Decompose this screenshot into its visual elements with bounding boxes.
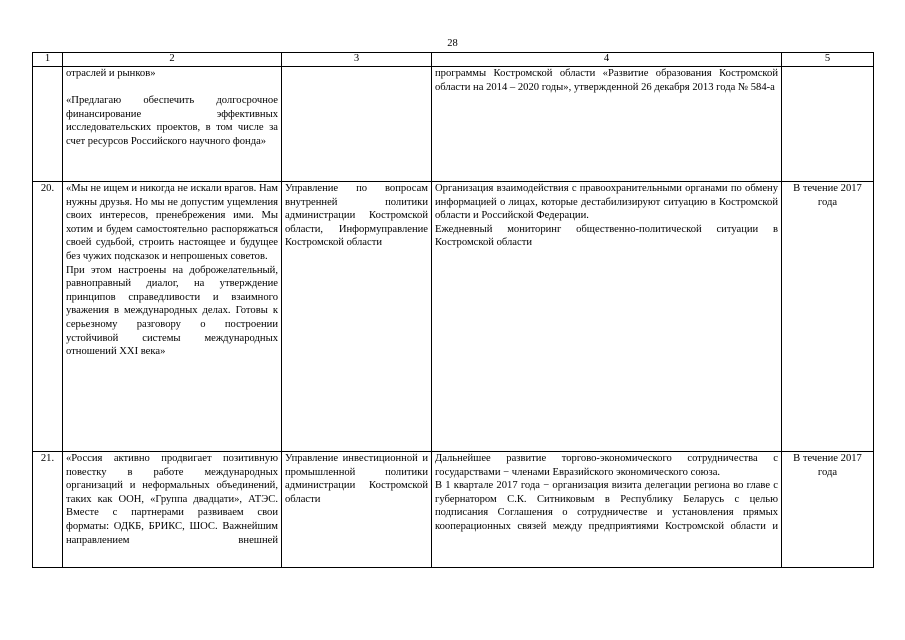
table-row: [33, 182, 874, 452]
row-number: [33, 67, 63, 182]
statement-cell: [63, 182, 282, 452]
measures-paragraph: В 1 квартале 2017 года − организация визита делегации региона во главе с губернатором С.К. Ситниковым в Республику Беларусь с целью подписания Соглашения о сотрудничестве и установления прямых кооперационных связей между предприятиями Костромской области и: [435, 480, 778, 532]
executor-cell: [282, 452, 432, 568]
executor-text: Управление инвестиционной и промышленной политики администрации Костромской области: [285, 453, 428, 505]
row-number: 21.: [33, 452, 63, 568]
table-row: [33, 452, 874, 568]
statement-cell: [63, 67, 282, 182]
measures-cell: [432, 452, 782, 568]
column-header: 4: [432, 53, 782, 67]
plan-table: [32, 52, 874, 568]
measures-paragraph: Ежедневный мониторинг общественно-политической ситуации в Костромской области: [435, 223, 778, 249]
statement-paragraph: При этом настроены на доброжелательный, равноправный диалог, на утверждение принципов справедливости и взаимного уважения в международных делах. Готовы к серьезному разговору о построении устойчивой системы международных отношений XXI века»: [66, 264, 278, 358]
measures-paragraph: Организация взаимодействия с правоохранительными органами по обмену информацией о лицах, которые дестабилизируют ситуацию в Костромской области и Российской Федерации.: [435, 183, 778, 222]
table-row: [33, 67, 874, 182]
term-cell: В течение 2017 года: [782, 182, 874, 452]
column-header: 3: [282, 53, 432, 67]
table-header-row: [33, 53, 874, 67]
statement-cell: [63, 452, 282, 568]
column-header: 1: [33, 53, 63, 67]
executor-text: Управление по вопросам внутренней политики администрации Костромской области, Информуправление Костромской области: [285, 183, 428, 249]
statement-paragraph: «Россия активно продвигает позитивную повестку в работе международных организаций и неформальных объединений, таких как ООН, «Группа двадцати», АТЭС. Вместе с партнерами развиваем свои форматы: ОДКБ, БРИКС, ШОС. Важнейшим направлением внешней: [66, 453, 278, 546]
measures-cell: [432, 67, 782, 182]
measures-paragraph: Дальнейшее развитие торгово-экономического сотрудничества с государствами − членами Евразийского экономического союза.: [435, 453, 778, 478]
measures-paragraph: программы Костромской области «Развитие образования Костромской области на 2014 – 2020 годы», утвержденной 26 декабря 2013 года № 584-а: [435, 68, 778, 93]
executor-cell: [282, 67, 432, 182]
executor-cell: [282, 182, 432, 452]
statement-paragraph: отраслей и рынков»: [66, 68, 156, 79]
column-header: 2: [63, 53, 282, 67]
column-header: 5: [782, 53, 874, 67]
measures-cell: [432, 182, 782, 452]
page-number: 28: [447, 38, 458, 49]
statement-paragraph: «Предлагаю обеспечить долгосрочное финансирование эффективных исследовательских проектов, в том числе за счет ресурсов Российского научного фонда»: [66, 95, 278, 147]
term-cell: [782, 67, 874, 182]
row-number: 20.: [33, 182, 63, 452]
statement-paragraph: «Мы не ищем и никогда не искали врагов. Нам нужны друзья. Но мы не допустим ущемления своих интересов, пренебрежения ими. Мы хотим и будем самостоятельно распоряжаться своей судьбой, строить настоящее и будущее без чужих подсказок и непрошеных советов.: [66, 183, 279, 262]
term-cell: В течение 2017 года: [782, 452, 874, 568]
